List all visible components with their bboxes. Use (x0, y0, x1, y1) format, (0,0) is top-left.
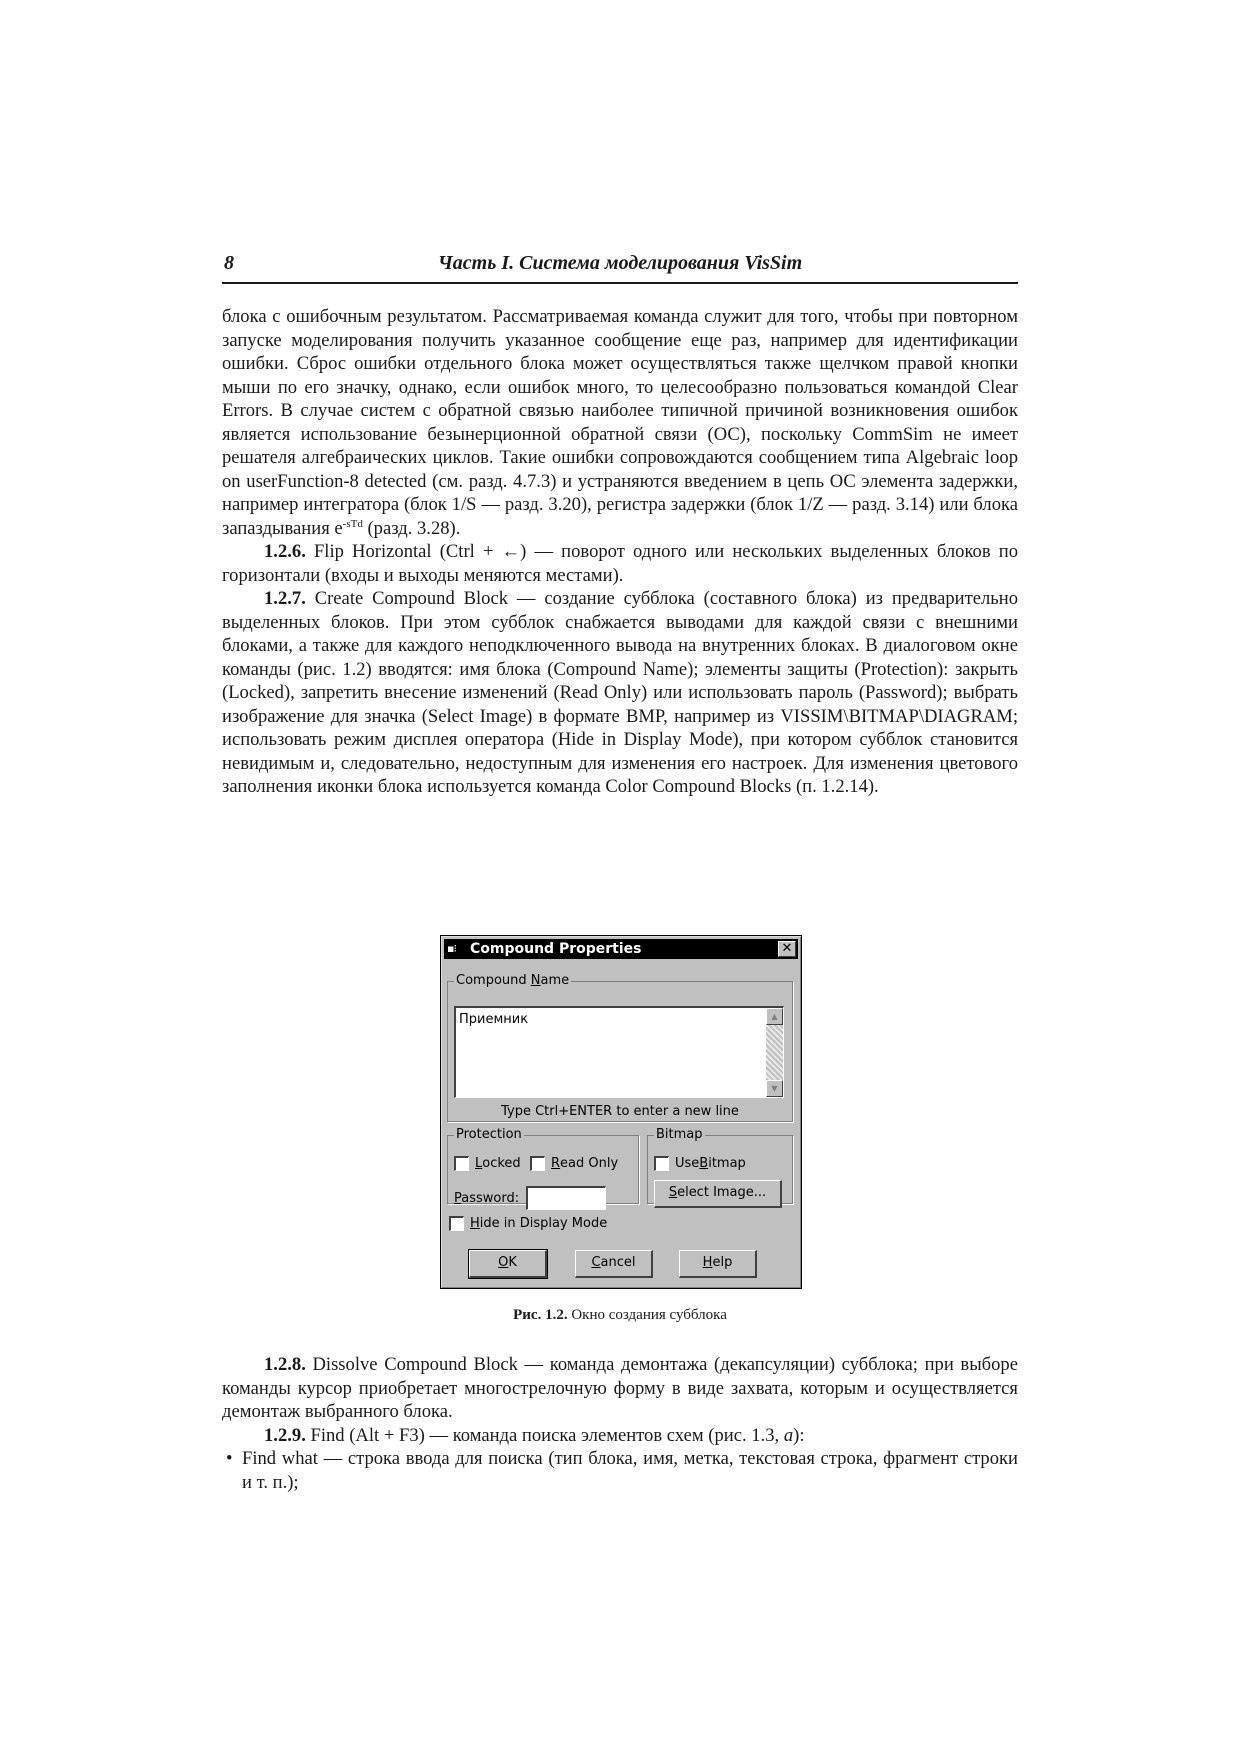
section-number: 1.2.8. (264, 1354, 306, 1375)
dialog-title: Compound Properties (470, 941, 642, 957)
section-number: 1.2.9. (264, 1424, 306, 1446)
list-item (222, 1447, 1018, 1494)
scroll-up-arrow-icon[interactable]: ▲ (766, 1008, 783, 1025)
compound-name-legend (454, 974, 571, 988)
new-line-hint: Type Ctrl+ENTER to enter a new line (501, 1104, 739, 1119)
list-item-text: Find what — строка ввода для поиска (тип блока, имя, метка, текстовая строка, фрагмент строки и т. п.); (242, 1448, 1018, 1493)
checkbox-label-end: itmap (708, 1156, 746, 1171)
section-text-end: ): (793, 1424, 805, 1446)
button-accelerator: C (591, 1255, 601, 1270)
para1-superscript: -sTd (342, 517, 363, 530)
password-label (454, 1191, 519, 1206)
checkbox-box[interactable] (654, 1156, 669, 1171)
text-block-bottom (222, 1353, 1018, 1494)
section-number: 1.2.6. (264, 541, 306, 562)
compound-name-input[interactable] (454, 1006, 784, 1098)
section-1-2-6 (222, 540, 1018, 587)
checkbox-label: ide in Display Mode (479, 1216, 608, 1231)
figure-label: Рис. 1.2. (513, 1307, 568, 1323)
checkbox-accelerator: H (470, 1216, 480, 1231)
figure-caption (222, 1307, 1018, 1324)
legend-text-end: ame (540, 973, 570, 988)
running-title: Часть I. Система моделирования VisSim (437, 252, 803, 274)
checkbox-box[interactable] (454, 1156, 469, 1171)
checkbox-label: ocked (482, 1156, 521, 1171)
scroll-down-arrow-icon[interactable]: ▼ (766, 1080, 783, 1097)
bitmap-group (647, 1128, 793, 1204)
close-icon: ✕ (781, 941, 793, 956)
figure-sub-label: а (783, 1424, 794, 1446)
cancel-button[interactable] (575, 1250, 653, 1278)
vertical-scrollbar[interactable] (766, 1008, 783, 1097)
legend-accelerator: N (530, 973, 541, 988)
compound-name-group (447, 974, 793, 1122)
checkbox-box[interactable] (530, 1156, 545, 1171)
button-accelerator: H (702, 1255, 713, 1270)
section-number: 1.2.7. (264, 588, 306, 609)
para1-text-end: (разд. 3.28). (362, 517, 461, 539)
bullet-icon: • (226, 1448, 233, 1469)
button-label: elp (712, 1255, 733, 1270)
compound-properties-dialog (440, 935, 802, 1289)
compound-name-value: Приемник (459, 1012, 529, 1027)
button-label: K (508, 1255, 517, 1270)
select-image-button[interactable] (654, 1180, 782, 1208)
protection-legend: Protection (456, 1127, 522, 1142)
checkbox-accelerator: L (475, 1156, 483, 1171)
figure-caption-text: Окно создания субблока (567, 1307, 727, 1323)
button-accelerator: S (668, 1185, 678, 1200)
section-1-2-7 (222, 587, 1018, 799)
section-text: Create Compound Block — создание субблока (составного блока) из предварительно выделенных блоков. При этом субблок снабжается выводами для каждой связи с внешними блоками, а также для каждого неподключенного вывода на внутренних блоках. В диалоговом окне команды (рис. 1.2) вводятся: имя блока (Compound Name); элементы защиты (Protection): закрыть (Locked), запретить внесение изменений (Read Only) или использовать пароль (Password); выбрать изображение для значка (Select Image) в формате BMP, например из VISSIM\BITMAP\DIAGRAM; использовать режим дисплея оператора (Hide in Display Mode), при котором субблок становится невидимым и, следовательно, недоступным для изменения его настроек. Для изменения цветового заполнения иконки блока используется команда Color Compound Blocks (п. 1.2.14). (222, 588, 1018, 797)
button-accelerator: O (498, 1255, 509, 1270)
checkbox-box[interactable] (449, 1216, 464, 1231)
section-text: Find (Alt + F3) — команда поиска элементов схем (рис. 1.3, (305, 1424, 784, 1446)
system-menu-icon[interactable]: ▪︎⁝ (447, 942, 456, 955)
button-label: ancel (600, 1255, 636, 1270)
section-text: Flip Horizontal (Ctrl + ←) — поворот одного или нескольких выделенных блоков по горизонтали (входы и выходы меняются местами). (222, 541, 1018, 586)
hide-in-display-mode-checkbox[interactable] (449, 1216, 607, 1231)
label-accelerator: P (454, 1191, 462, 1206)
section-text: Dissolve Compound Block — команда демонтажа (декапсуляции) субблока; при выборе команды курсор приобретает многострелочную форму в виде захвата, которым и осуществляется демонтаж выбранного блока. (222, 1354, 1018, 1422)
checkbox-accelerator: B (699, 1156, 709, 1171)
checkbox-label: ead Only (560, 1156, 619, 1171)
book-page (222, 0, 1018, 1755)
checkbox-label: Use (675, 1156, 700, 1171)
dialog-titlebar (444, 939, 798, 959)
running-header (222, 250, 1018, 284)
ok-button[interactable] (469, 1250, 547, 1278)
text-block-top (222, 305, 1018, 799)
bitmap-legend: Bitmap (656, 1127, 703, 1142)
read-only-checkbox[interactable] (530, 1156, 618, 1171)
paragraph-continuation (222, 305, 1018, 540)
locked-checkbox[interactable] (454, 1156, 521, 1171)
label-text: assword: (461, 1191, 520, 1206)
button-label: elect Image... (677, 1185, 767, 1200)
section-1-2-8 (222, 1353, 1018, 1424)
para1-text: блока с ошибочным результатом. Рассматриваемая команда служит для того, чтобы при повторном запуске моделирования получить указанное сообщение еще раз, например для идентификации ошибки. Сброс ошибки отдельного блока может осуществляться также щелчком правой кнопки мыши по его значку, однако, если ошибок много, то целесообразно пользоваться командой Clear Errors. В случае систем с обратной связью наиболее типичной причиной возникновения ошибок является использование безынерционной обратной связи (ОС), поскольку CommSim не имеет решателя алгебраических циклов. Такие ошибки сопровождаются сообщением типа Algebraic loop on userFunction-8 detected (см. разд. 4.7.3) и устраняются введением в цепь ОС элемента задержки, например интегратора (блок 1/S — разд. 3.20), регистра задержки (блок 1/Z — разд. 3.14) или блока запаздывания e (222, 306, 1018, 539)
checkbox-accelerator: R (551, 1156, 561, 1171)
help-button[interactable] (679, 1250, 757, 1278)
password-field[interactable] (526, 1186, 606, 1210)
section-1-2-9 (222, 1424, 1018, 1448)
use-bitmap-checkbox[interactable] (654, 1156, 746, 1171)
protection-group (447, 1128, 639, 1204)
page-number: 8 (224, 252, 234, 274)
close-button[interactable] (778, 941, 796, 957)
legend-text: Compound (456, 973, 531, 988)
